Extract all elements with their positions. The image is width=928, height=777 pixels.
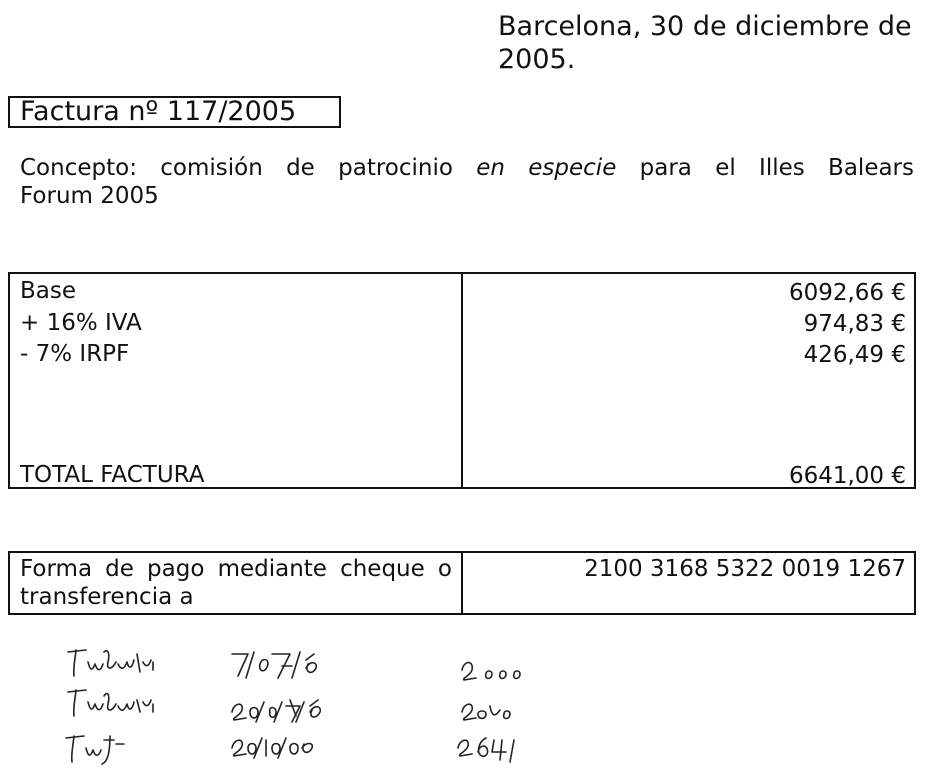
handwritten-note-1 [68, 650, 520, 680]
concept-line1 [20, 155, 914, 182]
payment-column-divider [461, 553, 463, 613]
iva-value: 974,83 € [803, 311, 906, 337]
handwritten-note-3 [66, 736, 514, 764]
place-date-line1: Barcelona, 30 de diciembre de [498, 11, 912, 42]
handwritten-notes [0, 640, 928, 777]
iva-label: + 16% IVA [20, 310, 142, 336]
base-value: 6092,66 € [788, 280, 906, 306]
concept-line2: Forum 2005 [20, 183, 159, 209]
payment-method-label: Forma de pago mediante cheque o transferencia a [20, 556, 452, 610]
bank-account-number: 2100 3168 5322 0019 1267 [584, 556, 906, 582]
concept-suffix: para el Illes Balears [616, 155, 914, 181]
invoice-title: Factura nº 117/2005 [20, 96, 297, 127]
total-label: TOTAL FACTURA [20, 462, 205, 488]
irpf-label: - 7% IRPF [20, 341, 130, 367]
total-value: 6641,00 € [788, 463, 906, 489]
place-date-line2: 2005. [498, 44, 576, 75]
irpf-value: 426,49 € [803, 342, 906, 368]
place-date [498, 10, 918, 76]
concept-prefix: Concepto: comisión de patrocinio [20, 155, 477, 181]
payment-box [8, 551, 916, 615]
amounts-table [8, 272, 916, 489]
handwritten-note-2 [68, 690, 510, 722]
invoice-number-box [8, 96, 341, 128]
base-label: Base [20, 278, 77, 304]
amounts-column-divider [461, 274, 463, 487]
concept-emphasis: en especie [476, 155, 617, 181]
